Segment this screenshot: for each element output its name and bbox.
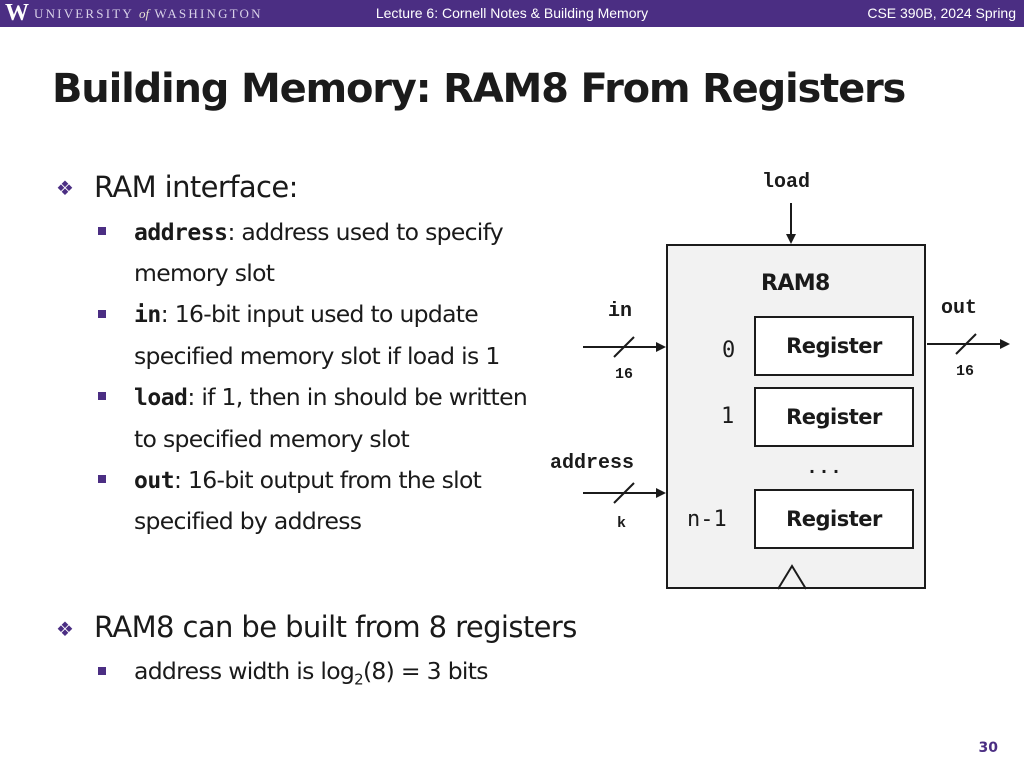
sub-bullet-address-width: address width is $\log_2(8) = 3$ bits: [134, 657, 488, 689]
clock-triangle-icon: [778, 566, 806, 589]
in-width-label: 16: [615, 366, 634, 383]
university-wordmark: UNIVERSITY of WASHINGTON: [34, 6, 263, 21]
register-index-0: 0: [722, 338, 736, 363]
in-label: in: [608, 300, 633, 323]
course-label: CSE 390B, 2024 Spring: [867, 5, 1016, 21]
sub-bullet-load: load: if 1, then in should be written: [134, 383, 528, 411]
diamond-bullet-icon: ❖: [56, 617, 74, 641]
bullet-ram8-built: RAM8 can be built from 8 registers: [94, 610, 577, 644]
ellipsis: ...: [806, 457, 843, 480]
ram8-label: RAM8: [761, 271, 830, 296]
sub-bullet-load-cont: to specified memory slot: [134, 425, 409, 453]
register-0: Register: [754, 316, 914, 376]
register-index-n-1: n-1: [687, 507, 727, 532]
out-width-label: 16: [956, 363, 975, 380]
address-width-label: k: [617, 515, 627, 532]
sub-bullet-out-cont: specified by address: [134, 507, 362, 535]
bullet-ram-interface: RAM interface:: [94, 170, 298, 204]
register-n-1: Register: [754, 489, 914, 549]
out-label: out: [941, 297, 978, 320]
register-index-1: 1: [721, 404, 735, 429]
uw-logo: W: [5, 0, 29, 26]
sub-bullet-out: out: 16-bit output from the slot: [134, 466, 482, 494]
slide-title: Building Memory: RAM8 From Registers: [52, 66, 906, 112]
sub-bullet-address-cont: memory slot: [134, 259, 275, 287]
diamond-bullet-icon: ❖: [56, 176, 74, 200]
sub-bullet-in: in: 16-bit input used to update: [134, 300, 479, 328]
register-1: Register: [754, 387, 914, 447]
sub-bullet-address: address: address used to specify: [134, 218, 503, 246]
lecture-title: Lecture 6: Cornell Notes & Building Memory: [375, 5, 649, 21]
page-number: 30: [978, 740, 998, 756]
sub-bullet-in-cont: specified memory slot if load is 1: [134, 342, 500, 370]
address-label: address: [550, 452, 635, 475]
load-label: load: [762, 171, 811, 194]
